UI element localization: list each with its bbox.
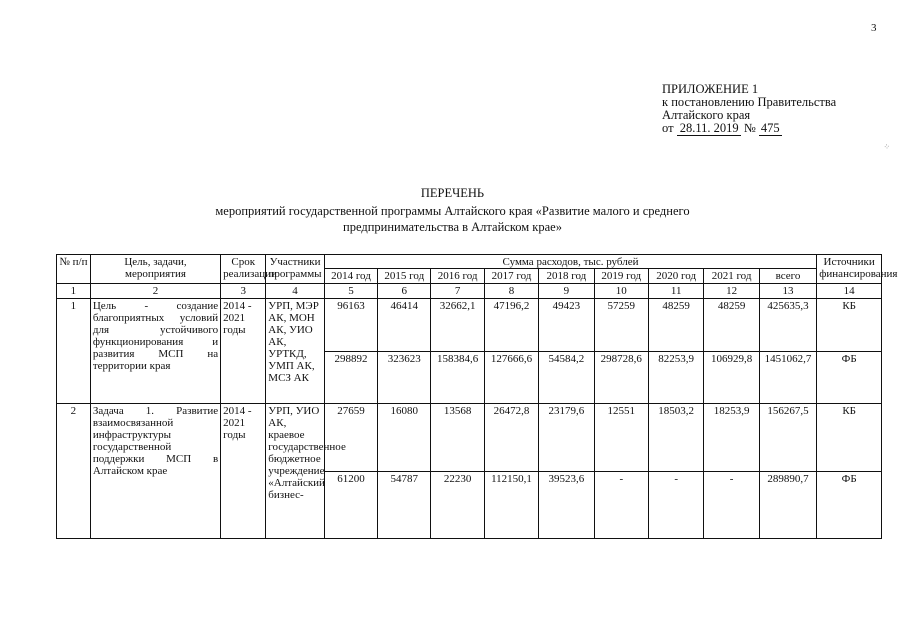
col-number: 14 — [817, 284, 882, 299]
cell-value: 47196,2 — [484, 299, 538, 352]
col-number: 1 — [57, 284, 91, 299]
appendix-date-line — [662, 122, 836, 136]
header-year: 2020 год — [648, 269, 703, 284]
header-year: 2014 год — [324, 269, 377, 284]
from-label: от — [662, 121, 674, 135]
cell-value: 22230 — [431, 471, 484, 539]
col-number: 4 — [266, 284, 324, 299]
col-number: 12 — [704, 284, 759, 299]
cell-value: 46414 — [378, 299, 431, 352]
decree-date: 28.11. 2019 — [677, 122, 741, 136]
cell-source: ФБ — [817, 471, 882, 539]
cell-value: 48259 — [704, 299, 759, 352]
cell-value: 18503,2 — [648, 404, 703, 472]
cell-value: 27659 — [324, 404, 377, 472]
cell-value: 13568 — [431, 404, 484, 472]
cell-value: 127666,6 — [484, 351, 538, 404]
cell-value: 18253,9 — [704, 404, 759, 472]
cell-source: КБ — [817, 299, 882, 352]
column-number-row — [57, 284, 882, 299]
cell-value: 323623 — [378, 351, 431, 404]
cell-value: 54787 — [378, 471, 431, 539]
table-row — [57, 299, 882, 352]
row-goal: Задача 1. Развитие взаимосвязанной инфраструктуры государственной поддержки МСП в Алтайском крае — [90, 404, 220, 539]
cell-value: - — [648, 471, 703, 539]
doc-subtitle: мероприятий государственной программы Алтайского края «Развитие малого и среднего — [215, 204, 690, 218]
doc-subtitle: предпринимательства в Алтайском крае» — [343, 220, 562, 234]
col-number: 10 — [594, 284, 648, 299]
header-total: всего — [759, 269, 817, 284]
cell-value: - — [704, 471, 759, 539]
cell-value: 54584,2 — [539, 351, 594, 404]
col-number: 3 — [221, 284, 266, 299]
col-number: 2 — [90, 284, 220, 299]
header-source: Источники финансирования — [817, 255, 882, 284]
row-num: 1 — [57, 299, 91, 404]
cell-value: 158384,6 — [431, 351, 484, 404]
header-participants: Участники программы — [266, 255, 324, 284]
col-number: 9 — [539, 284, 594, 299]
decree-number: 475 — [760, 121, 780, 135]
cell-source: ФБ — [817, 351, 882, 404]
measures-table — [56, 254, 898, 539]
cell-value: - — [594, 471, 648, 539]
col-number: 8 — [484, 284, 538, 299]
col-number: 5 — [324, 284, 377, 299]
cell-value: 298728,6 — [594, 351, 648, 404]
col-number: 6 — [378, 284, 431, 299]
page-number: 3 — [871, 22, 877, 34]
cell-value: 39523,6 — [539, 471, 594, 539]
cell-total: 289890,7 — [759, 471, 817, 539]
cell-value: 16080 — [378, 404, 431, 472]
row-period: 2014 - 2021 годы — [221, 404, 266, 539]
header-row — [57, 255, 882, 269]
cell-total: 1451062,7 — [759, 351, 817, 404]
cell-value: 57259 — [594, 299, 648, 352]
cell-value: 61200 — [324, 471, 377, 539]
cell-value: 96163 — [324, 299, 377, 352]
cell-source: КБ — [817, 404, 882, 472]
number-label: № — [743, 121, 756, 135]
cell-value: 49423 — [539, 299, 594, 352]
header-year: 2019 год — [594, 269, 648, 284]
header-year: 2016 год — [431, 269, 484, 284]
header-year: 2021 год — [704, 269, 759, 284]
doc-title: ПЕРЕЧЕНЬ — [420, 186, 485, 200]
cell-value: 32662,1 — [431, 299, 484, 352]
appendix-title: ПРИЛОЖЕНИЕ 1 — [662, 82, 759, 96]
col-number: 11 — [648, 284, 703, 299]
header-year: 2017 год — [484, 269, 538, 284]
header-num: № п/п — [57, 255, 91, 284]
table-row — [57, 404, 882, 472]
cell-value: 112150,1 — [484, 471, 538, 539]
row-period: 2014 - 2021 годы — [221, 299, 266, 404]
header-year: 2018 год — [539, 269, 594, 284]
cell-value: 48259 — [648, 299, 703, 352]
header-goal: Цель, задачи, мероприятия — [90, 255, 220, 284]
cell-value: 12551 — [594, 404, 648, 472]
cell-value: 298892 — [324, 351, 377, 404]
margin-mark-icon: ⁘ — [881, 142, 892, 151]
header-sum: Сумма расходов, тыс. рублей — [324, 255, 817, 269]
cell-value: 82253,9 — [648, 351, 703, 404]
cell-total: 156267,5 — [759, 404, 817, 472]
cell-value: 26472,8 — [484, 404, 538, 472]
cell-value: 23179,6 — [539, 404, 594, 472]
appendix-line: Алтайского края — [662, 108, 751, 122]
header-year: 2015 год — [378, 269, 431, 284]
appendix-line: к постановлению Правительства — [662, 95, 837, 109]
cell-total: 425635,3 — [759, 299, 817, 352]
col-number: 13 — [759, 284, 817, 299]
col-number: 7 — [431, 284, 484, 299]
row-participants: УРП, УИО АК, краевое государственное бюджетное учреждение «Алтайский бизнес- — [266, 404, 324, 539]
appendix-block — [662, 83, 836, 136]
cell-value: 106929,8 — [704, 351, 759, 404]
row-goal: Цель - создание благоприятных условий для устойчивого функционирования и развития МСП на территории края — [90, 299, 220, 404]
row-num: 2 — [57, 404, 91, 539]
row-participants: УРП, МЭР АК, МОН АК, УИО АК, УРТКД, УМП АК, МСЗ АК — [266, 299, 324, 404]
header-period: Срок реализации — [221, 255, 266, 284]
